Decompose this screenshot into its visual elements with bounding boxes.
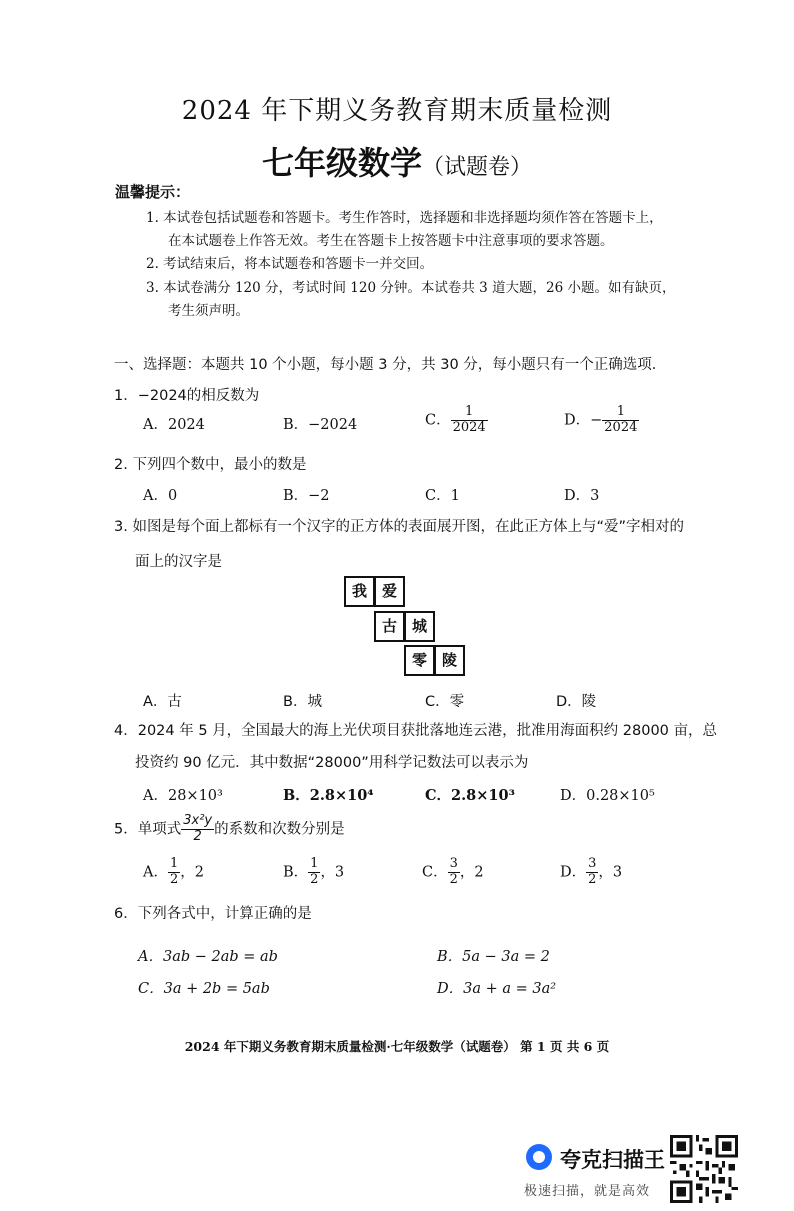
scanner-brand: 夸克扫描王 <box>560 1148 665 1172</box>
q3-stem-line1: 3. 如图是每个面上都标有一个汉字的正方体的表面展开图，在此正方体上与“爱”字相对的 <box>114 519 684 535</box>
q4-stem-line2: 投资约 90 亿元．其中数据“28000”用科学记数法可以表示为 <box>135 755 529 771</box>
q5-c-tail: ，2 <box>459 864 484 881</box>
q5-d-label: D． <box>560 864 587 881</box>
q1-c-num: 1 <box>451 405 488 421</box>
cube-face-6: 陵 <box>434 645 465 676</box>
q3-option-a: A．古 <box>143 694 182 710</box>
q5-option-a <box>143 857 204 888</box>
q5-b-tail: ，3 <box>320 864 345 881</box>
q5-a-num: 1 <box>169 856 179 871</box>
cube-face-4: 城 <box>404 611 435 642</box>
q5-stem-suffix: 的系数和次数分别是 <box>214 821 345 838</box>
q5-b-label: B． <box>283 864 309 881</box>
q5-b-num: 1 <box>310 856 319 871</box>
q6-stem: 6．下列各式中，计算正确的是 <box>114 906 312 922</box>
q5-monomial-num: 3x²y <box>183 813 213 828</box>
q1-option-b: B．−2024 <box>283 417 358 433</box>
q1-option-a: A．2024 <box>143 417 205 433</box>
quark-logo-icon <box>526 1144 552 1170</box>
cube-face-5: 零 <box>404 645 435 676</box>
q5-option-d <box>560 857 622 888</box>
q1-d-label: D．− <box>564 412 603 429</box>
q4-option-c: C．2.8×10³ <box>425 787 515 804</box>
tip-line-1: 1. 本试卷包括试题卷和答题卡。考生作答时，选择题和非选择题均须作答在答题卡上， <box>146 210 663 226</box>
subject-title <box>0 138 794 184</box>
q5-stem-prefix: 5．单项式 <box>114 821 182 838</box>
q1-c-label: C． <box>425 412 451 429</box>
q5-c-fraction <box>448 857 460 888</box>
q5-c-num: 3 <box>449 856 458 871</box>
q2-option-c: C．1 <box>425 488 460 504</box>
subject-name: 七年级数学 <box>261 144 422 182</box>
scanner-slogan: 极速扫描，就是高效 <box>524 1184 651 1199</box>
tip-line-3: 3. 本试卷满分 120 分，考试时间 120 分钟。本试卷共 3 道大题，26 小题。如有缺页， <box>146 280 676 296</box>
cube-face-3: 古 <box>374 611 405 642</box>
tip-line-1b: 在本试题卷上作答无效。考生在答题卡上按答题卡中注意事项的要求答题。 <box>168 233 614 249</box>
q5-stem <box>114 814 345 845</box>
exam-title: 2024 年下期义务教育期末质量检测 <box>181 96 613 126</box>
q6-option-b: B．5a − 3a = 2 <box>437 949 550 965</box>
q6-option-c: C．3a + 2b = 5ab <box>138 981 270 997</box>
q5-c-den: 2 <box>449 871 458 887</box>
q1-option-c <box>425 405 488 436</box>
q2-option-a: A．0 <box>143 488 178 504</box>
q5-b-den: 2 <box>310 871 319 887</box>
cube-face-1: 我 <box>344 576 375 607</box>
q3-stem-line2: 面上的汉字是 <box>135 554 222 570</box>
q1-c-den: 2024 <box>452 419 486 435</box>
q5-d-fraction <box>586 857 598 888</box>
q5-option-b <box>283 857 344 888</box>
q5-monomial <box>181 814 214 845</box>
q3-option-d: D．陵 <box>556 694 597 710</box>
q2-stem: 2. 下列四个数中，最小的数是 <box>114 457 307 473</box>
q1-option-d <box>564 405 639 436</box>
q3-option-c: C．零 <box>425 694 465 710</box>
q3-option-b: B．城 <box>283 694 322 710</box>
tip-line-3b: 考生须声明。 <box>168 303 249 319</box>
q5-a-den: 2 <box>169 871 179 887</box>
q1-d-fraction <box>602 405 639 436</box>
q5-b-fraction <box>308 857 320 888</box>
paper-type: （试题卷） <box>422 155 533 180</box>
section-heading: 一、选择题：本题共 10 个小题，每小题 3 分，共 30 分，每小题只有一个正确选项． <box>114 357 667 373</box>
cube-face-2: 爱 <box>374 576 405 607</box>
q4-option-d: D．0.28×10⁵ <box>560 788 655 804</box>
q4-stem-line1: 4．2024 年 5 月，全国最大的海上光伏项目获批落地连云港，批准用海面积约 28000 亩，总 <box>114 723 718 739</box>
q5-a-tail: ，2 <box>180 864 204 881</box>
q1-d-num: 1 <box>602 405 639 421</box>
q1-d-den: 2024 <box>604 419 638 435</box>
q2-option-b: B．−2 <box>283 488 330 504</box>
q5-d-den: 2 <box>588 871 597 887</box>
page-footer: 2024 年下期义务教育期末质量检测·七年级数学（试题卷） 第 1 页 共 6 页 <box>184 1039 610 1054</box>
q5-d-tail: ，3 <box>598 864 623 881</box>
q4-option-b: B．2.8×10⁴ <box>283 787 374 804</box>
q1-c-fraction <box>451 405 488 436</box>
q6-option-a: A．3ab − 2ab = ab <box>138 949 278 965</box>
q4-option-a: A．28×10³ <box>143 788 223 804</box>
q5-a-fraction <box>168 857 180 888</box>
q5-monomial-den: 2 <box>193 828 202 844</box>
tips-heading: 温馨提示： <box>115 183 191 201</box>
q5-option-c <box>422 857 484 888</box>
q5-a-label: A． <box>143 864 168 881</box>
q5-c-label: C． <box>422 864 448 881</box>
q2-option-d: D．3 <box>564 488 600 504</box>
q6-option-d: D．3a + a = 3a² <box>437 981 557 997</box>
q5-d-num: 3 <box>588 856 597 871</box>
qr-code-icon <box>670 1135 738 1203</box>
q1-stem: 1．−2024的相反数为 <box>114 388 260 404</box>
tip-line-2: 2. 考试结束后，将本试题卷和答题卡一并交回。 <box>146 256 434 272</box>
